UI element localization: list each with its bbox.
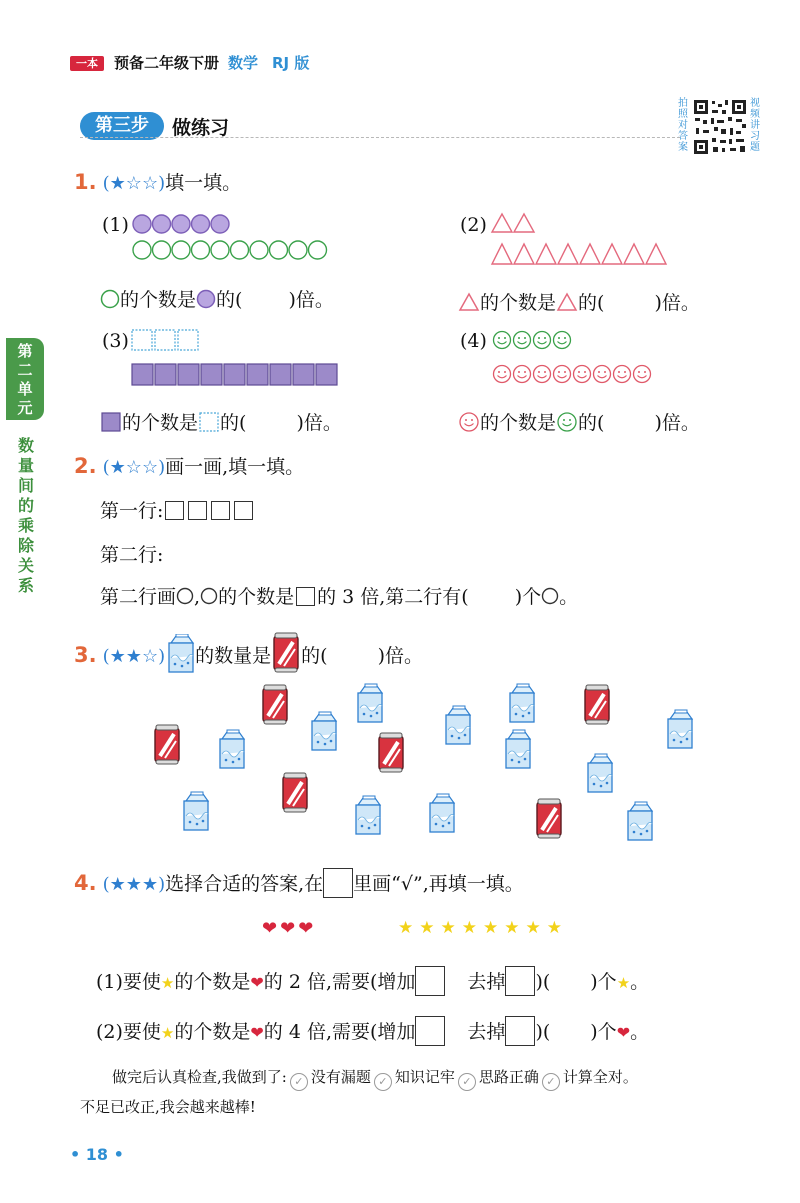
self-check-item-2: 知识记牢 [394,1068,455,1086]
q1-part3-text-a: 的个数是 [122,412,199,434]
q1-part4-text-b: 的( [578,412,605,434]
q1-part3-question [100,408,342,435]
green-circle-icon [250,241,268,259]
green-circle-icon [133,241,151,259]
q1-part1-label: (1) [102,214,129,236]
blue-dashed-square-icon [155,330,175,350]
milk-carton-icon [220,730,244,768]
green-circle-icon [153,241,171,259]
q4-title-b: 里画“√”,再填一填。 [353,873,524,895]
red-smiley-icon [494,366,511,383]
q3-text-2: 的( [301,645,328,667]
q1-part3-label: (3) [102,330,129,352]
heart-icon: ❤ [298,918,317,939]
circle-icon [200,587,218,605]
pink-triangle-icon [458,292,480,312]
purple-square-icon [293,364,314,385]
star-icon: ★ [525,918,547,938]
q4-p1-text-g: 。 [630,971,650,993]
red-smiley-icon [458,411,480,433]
star-icon: ★ [616,974,631,992]
green-smiley-icon [494,332,511,349]
green-circle-icon [309,241,327,259]
star-icon: ★ [461,918,483,938]
milk-carton-icon [165,634,195,674]
q2-difficulty: ★☆☆ [109,457,159,478]
milk-carton-icon [506,730,530,768]
unit-tab-label: 第二单元 [17,342,33,417]
q2-title: 画一画,填一填。 [165,456,305,478]
q1-part2-figure [490,212,680,270]
soda-can-icon [155,725,179,764]
q2-number: 2. [74,454,97,478]
milk-carton-icon [312,712,336,750]
square-icon [234,501,253,520]
star-icon: ★ [546,918,568,938]
q4-p2-text-a: (2)要使 [96,1021,161,1043]
pink-triangle-icon [556,292,578,312]
q4-number: 4. [74,871,97,895]
self-check-intro: 做完后认真检查,我做到了: [112,1068,287,1086]
q4-p1-remove-checkbox[interactable] [505,966,535,996]
q4-p2-text-b: 的个数是 [174,1021,251,1043]
q2-text-2: , [194,586,201,608]
check-circle-icon[interactable]: ✓ [542,1073,560,1091]
q2-question [100,582,578,609]
purple-square-icon [224,364,245,385]
q4-part1 [96,966,649,996]
q1-part2-question [458,288,700,315]
square-icon [188,501,207,520]
purple-circle-icon [133,215,151,233]
blue-dashed-square-icon [178,330,198,350]
q1-part2-text-a: 的个数是 [480,292,557,314]
q4-p1-text-d: 去掉 [467,971,506,993]
q3-text-3: )倍。 [377,645,423,667]
title-divider [80,137,680,138]
check-circle-icon[interactable]: ✓ [290,1073,308,1091]
green-circle-icon [172,241,190,259]
q2-row2[interactable]: 第二行: [100,544,164,566]
purple-circle-icon [196,289,216,309]
purple-circle-icon [172,215,190,233]
check-circle-icon[interactable]: ✓ [374,1073,392,1091]
topic-tab: 数量间的乘除关系 [17,436,34,595]
q1-part3-text-c: )倍。 [296,412,342,434]
q1-part1-text-c: )倍。 [288,289,334,311]
green-circle-icon [270,241,288,259]
q3-difficulty: ★★☆ [109,646,159,667]
q2-text-4: 的 3 倍,第二行有( [317,586,469,608]
heart-icon: ❤ [616,1023,631,1042]
q3-picture [140,680,710,850]
q3-text-1: 的数量是 [195,645,272,667]
q4-p2-text-e: )( [535,1021,551,1043]
q2-text-6: 。 [559,586,579,608]
milk-carton-icon [356,796,380,834]
q1-part4-question [458,408,700,435]
q4-p2-add-checkbox[interactable] [415,1016,445,1046]
green-smiley-icon [514,332,531,349]
square-icon [165,501,184,520]
pink-triangle-icon [514,244,534,264]
green-circle-icon [192,241,210,259]
q1-part4-label: (4) [460,330,487,352]
q1-part2-text-c: )倍。 [654,292,700,314]
q4-p2-text-g: 。 [630,1021,650,1043]
q2-row1-label: 第一行: [100,500,164,522]
pink-triangle-icon [492,244,512,264]
qr-caption-right: 视频讲习题 [750,98,760,153]
q1-title: 填一填。 [165,172,242,194]
blue-dashed-square-icon [198,411,220,433]
soda-can-icon [537,799,561,838]
q1-part2-text-b: 的( [578,292,605,314]
green-smiley-icon [554,332,571,349]
q4-p1-text-e: )( [535,971,551,993]
square-icon [211,501,230,520]
qr-code[interactable] [692,98,748,156]
red-smiley-icon [514,366,531,383]
q4-p1-text-c: 的 2 倍,需要(增加 [263,971,416,993]
unit-tab [6,338,44,420]
purple-square-icon [178,364,199,385]
green-circle-icon [289,241,307,259]
q1-part3-figure [130,328,342,388]
edition-label: RJ 版 [272,54,310,72]
section-title: 做练习 [172,117,230,139]
soda-can-icon [263,685,287,724]
self-check-item-4: 计算全对。 [562,1068,638,1086]
red-smiley-icon [574,366,591,383]
green-circle-icon [231,241,249,259]
q1-part2-label: (2) [460,214,487,236]
purple-square-icon [132,364,153,385]
star-icon: ★ [483,918,505,938]
heart-icon: ❤ [250,1023,264,1042]
q2-row1 [100,496,255,523]
red-smiley-icon [554,366,571,383]
q1-part1-figure [130,212,340,270]
milk-carton-icon [668,710,692,748]
q1-part1-text-a: 的个数是 [120,289,197,311]
q4-p1-text-f: )个 [590,971,617,993]
q4-difficulty: ★★★ [109,874,159,895]
milk-carton-icon [358,684,382,722]
step-badge: 第三步 [80,112,164,140]
purple-circle-icon [211,215,229,233]
q4-part2 [96,1016,649,1046]
heart-icon: ❤ [250,973,264,992]
soda-can-icon [271,632,301,674]
star-icon: ★ [504,918,526,938]
purple-circle-icon [192,215,210,233]
q3-heading: 3. (★★☆) 的数量是 的( )倍。 [74,632,423,674]
star-icon: ★ [419,918,441,938]
star-icon: ★ [398,918,420,938]
square-icon [296,587,315,606]
q4-p1-text-b: 的个数是 [174,971,251,993]
q1-number: 1. [74,170,97,194]
pink-triangle-icon [646,244,666,264]
soda-can-icon [283,773,307,812]
q2-heading: 2. (★☆☆)画一画,填一填。 [74,454,305,478]
stars-row [398,918,568,938]
purple-square-icon [316,364,337,385]
hearts-row [262,918,316,939]
q4-p1-add-checkbox[interactable] [415,966,445,996]
q1-part4-figure [490,328,670,390]
pink-triangle-icon [602,244,622,264]
checkbox-sample [323,868,353,898]
milk-carton-icon [588,754,612,792]
q1-heading: 1. (★☆☆)填一填。 [74,170,242,194]
purple-square-icon [201,364,222,385]
milk-carton-icon [184,792,208,830]
self-check-item-1: 没有漏题 [310,1068,371,1086]
subject-label: 数学 [228,54,259,72]
q4-p2-text-c: 的 4 倍,需要(增加 [263,1021,416,1043]
pink-triangle-icon [624,244,644,264]
pink-triangle-icon [580,244,600,264]
soda-can-icon [585,685,609,724]
check-circle-icon[interactable]: ✓ [458,1073,476,1091]
red-smiley-icon [634,366,651,383]
milk-carton-icon [628,802,652,840]
page-number-value: 18 [85,1145,109,1164]
self-check-line [112,1066,638,1091]
book-title: 预备二年级下册 [114,54,220,72]
pink-triangle-icon [492,214,512,232]
milk-carton-icon [430,794,454,832]
milk-carton-icon [510,684,534,722]
red-smiley-icon [614,366,631,383]
page-number: • 18 • [70,1145,124,1164]
q4-title-a: 选择合适的答案,在 [165,873,324,895]
red-smiley-icon [594,366,611,383]
qr-caption-left: 拍照对答案 [678,98,688,153]
q1-part3-text-b: 的( [220,412,247,434]
self-check-line-2: 不足已改正,我会越来越棒! [80,1098,256,1116]
q1-difficulty: ★☆☆ [109,173,159,194]
purple-circle-icon [153,215,171,233]
heart-icon: ❤ [280,918,299,939]
self-check-item-3: 思路正确 [478,1068,539,1086]
q2-text-5: )个 [514,586,542,608]
q4-p2-text-d: 去掉 [467,1021,506,1043]
green-circle-icon [100,289,120,309]
q1-part1-text-b: 的( [216,289,243,311]
pink-triangle-icon [514,214,534,232]
q3-number: 3. [74,643,97,667]
circle-icon [176,587,194,605]
green-smiley-icon [534,332,551,349]
star-icon: ★ [160,974,175,992]
purple-square-icon [155,364,176,385]
purple-square-icon [247,364,268,385]
soda-can-icon [379,733,403,772]
star-icon: ★ [160,1024,175,1042]
purple-square-icon [270,364,291,385]
q4-p1-text-a: (1)要使 [96,971,161,993]
q2-text-3: 的个数是 [218,586,295,608]
q1-part1-question [100,285,334,312]
blue-dashed-square-icon [132,330,152,350]
q4-p2-text-f: )个 [590,1021,617,1043]
purple-square-icon [100,411,122,433]
green-circle-icon [211,241,229,259]
q4-heading: 4. (★★★)选择合适的答案,在 里画“√”,再填一填。 [74,868,524,898]
pink-triangle-icon [536,244,556,264]
brand-logo: 一本 [70,56,104,71]
q1-part4-text-a: 的个数是 [480,412,557,434]
pink-triangle-icon [558,244,578,264]
q4-p2-remove-checkbox[interactable] [505,1016,535,1046]
milk-carton-icon [446,706,470,744]
red-smiley-icon [534,366,551,383]
star-icon: ★ [440,918,462,938]
green-smiley-icon [556,411,578,433]
circle-icon [541,587,559,605]
heart-icon: ❤ [262,918,281,939]
q2-text-1: 第二行画 [100,586,177,608]
q1-part4-text-c: )倍。 [654,412,700,434]
